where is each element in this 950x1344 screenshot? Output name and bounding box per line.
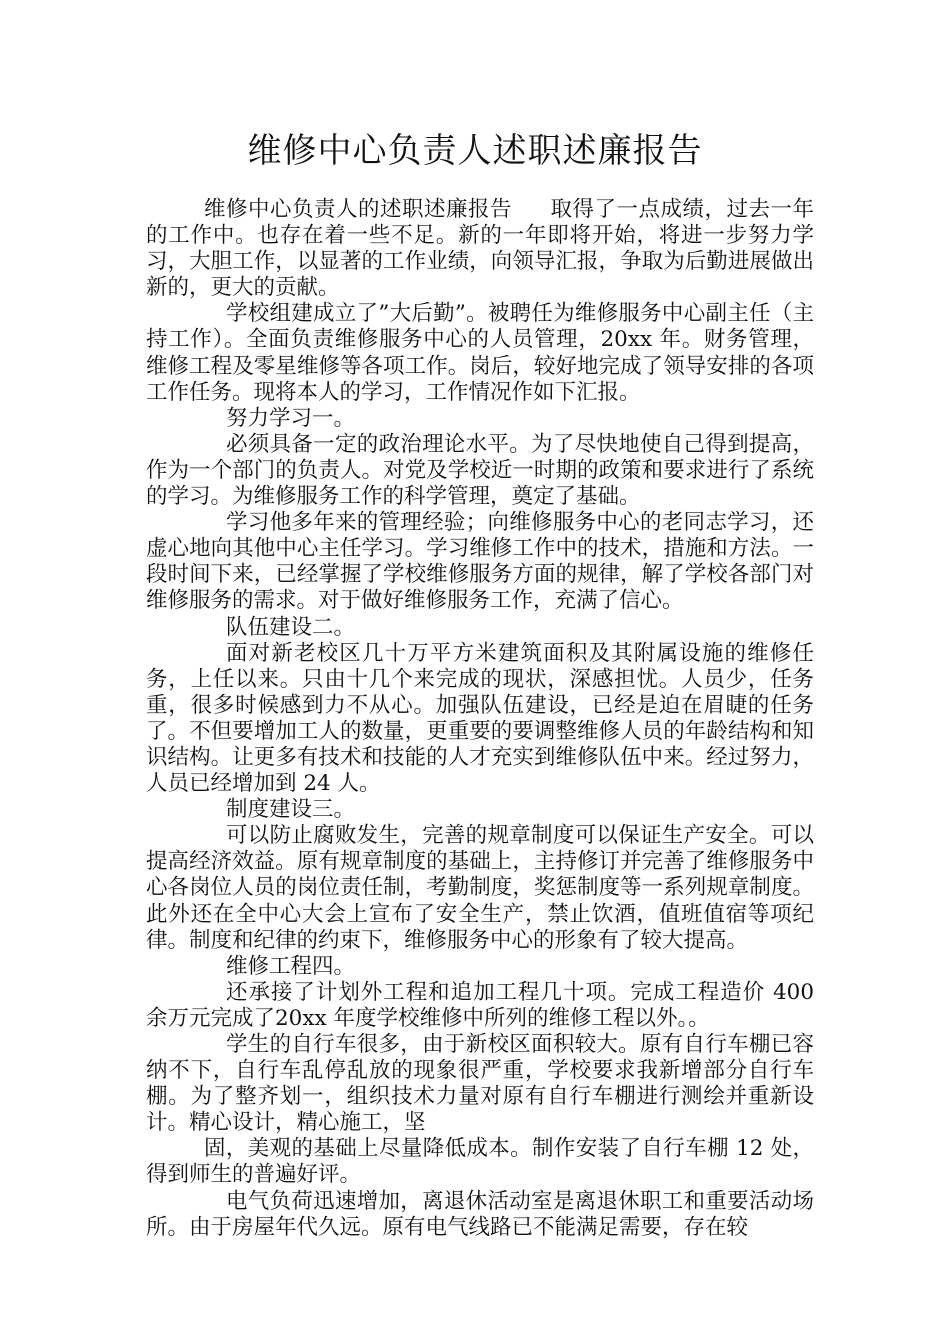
- paragraph-system: 可以防止腐败发生，完善的规章制度可以保证生产安全。可以提高经济效益。原有规章制度的基础上，主持修订并完善了维修服务中心各岗位人员的岗位责任制，考勤制度，奖惩制度等一系列规章制度。此外还在全中心大会上宣布了安全生产，禁止饮酒，值班值宿等项纪律。制度和纪律的约束下，维修服务中心的形象有了较大提高。: [146, 823, 814, 953]
- paragraph-study-theory: 必须具备一定的政治理论水平。为了尽快地使自己得到提高，作为一个部门的负责人。对党及学校近一时期的政策和要求进行了系统的学习。为维修服务工作的科学管理，奠定了基础。: [146, 431, 814, 510]
- paragraph-appointment: 学校组建成立了”大后勤”。被聘任为维修服务中心副主任（主持工作）。全面负责维修服务中心的人员管理，20xx 年。财务管理，维修工程及零星维修等各项工作。岗后，较好地完成了领导安排的各项工作任务。现将本人的学习，工作情况作如下汇报。: [146, 301, 814, 405]
- paragraph-bike-shed-continued: 固，美观的基础上尽量降低成本。制作安装了自行车棚 12 处，得到师生的普遍好评。: [146, 1136, 814, 1188]
- paragraph-study-experience: 学习他多年来的管理经验；向维修服务中心的老同志学习，还虚心地向其他中心主任学习。学习维修工作中的技术，措施和方法。一段时间下来，已经掌握了学校维修服务方面的规律，解了学校各部门对维修服务的需求。对于做好维修服务工作，充满了信心。: [146, 510, 814, 614]
- section-heading-team: 队伍建设二。: [226, 614, 356, 640]
- document-title: 维修中心负责人述职述廉报告: [247, 131, 703, 171]
- paragraph-bike-shed: 学生的自行车很多，由于新校区面积较大。原有自行车棚已容纳不下，自行车乱停乱放的现象很严重，学校要求我新增部分自行车棚。为了整齐划一，组织技术力量对原有自行车棚进行测绘并重新设计。精心设计，精心施工，坚: [146, 1032, 814, 1136]
- intro-paragraph: [146, 197, 814, 301]
- paragraph-projects: 还承接了计划外工程和追加工程几十项。完成工程造价 400 余万元完成了20xx 年度学校维修中所列的维修工程以外。。: [146, 979, 814, 1031]
- intro-rest: 取得了一点成绩，过去一年的工作中。也存在着一些不足。新的一年即将开始，将进一步努力学习，大胆工作，以显著的工作业绩，向领导汇报，争取为后勤进展做出新的，更大的贡献。: [146, 197, 814, 301]
- intro-lead: 维修中心负责人的述职述廉报告: [204, 197, 512, 222]
- section-heading-system: 制度建设三。: [226, 797, 356, 823]
- paragraph-electrical: 电气负荷迅速增加，离退休活动室是离退休职工和重要活动场所。由于房屋年代久远。原有电气线路已不能满足需要，存在较: [146, 1188, 814, 1240]
- document-body: [146, 197, 814, 1241]
- paragraph-team: 面对新老校区几十万平方米建筑面积及其附属设施的维修任务，上任以来。只由十几个来完成的现状，深感担忧。人员少，任务重，很多时候感到力不从心。加强队伍建设，已经是迫在眉睫的任务了。不但要增加工人的数量，更重要的要调整维修人员的年龄结构和知识结构。让更多有技术和技能的人才充实到维修队伍中来。经过努力，人员已经增加到 24 人。: [146, 640, 814, 797]
- section-heading-study: 努力学习一。: [226, 405, 356, 431]
- section-heading-projects: 维修工程四。: [226, 953, 356, 979]
